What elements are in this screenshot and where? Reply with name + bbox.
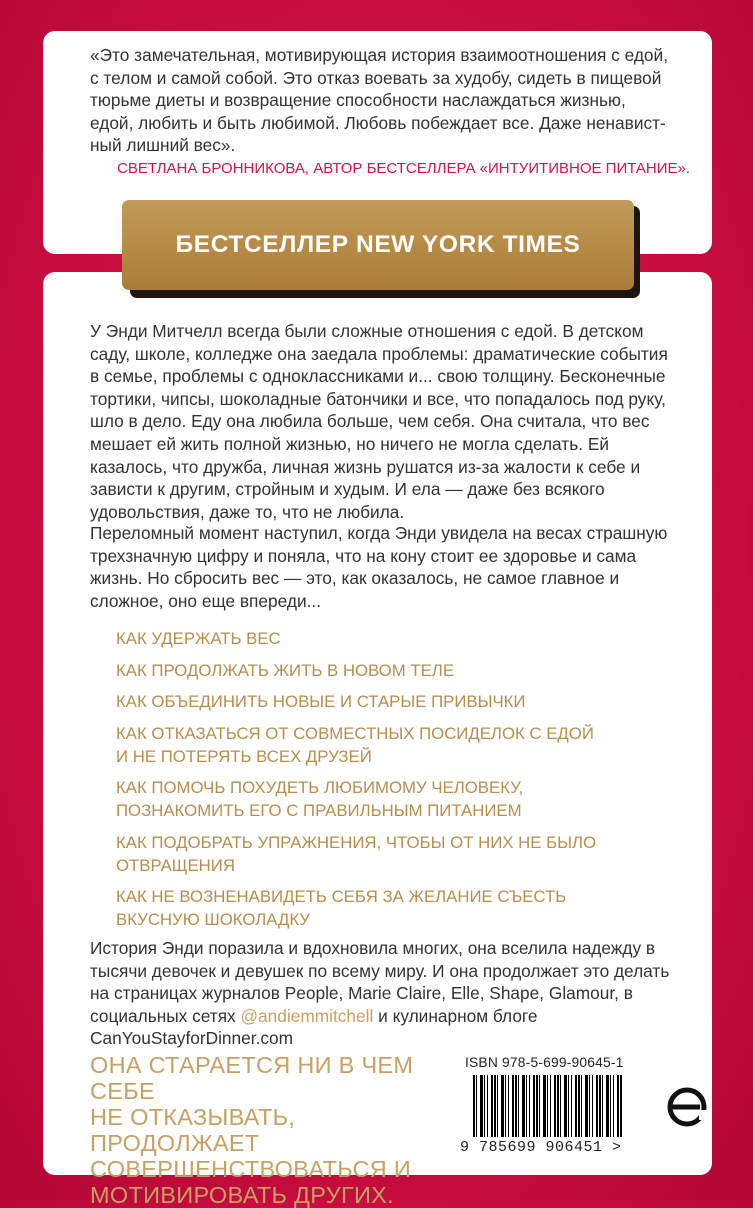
- social-handle-link[interactable]: @andiemmitchell: [240, 1005, 374, 1026]
- topic-item: КАК ПОДОБРАТЬ УПРАЖНЕНИЯ, ЧТОБЫ ОТ НИХ НЕ БЫЛО ОТВРАЩЕНИЯ: [116, 832, 597, 875]
- topic-item: КАК ОБЪЕДИНИТЬ НОВЫЕ И СТАРЫЕ ПРИВЫЧКИ: [116, 692, 526, 711]
- publisher-logo-icon: [666, 1081, 708, 1133]
- quote-author: СВЕТЛАНА БРОННИКОВА, АВТОР БЕСТСЕЛЛЕРА «ИНТУИТИВНОЕ ПИТАНИЕ».: [117, 160, 691, 177]
- barcode: [473, 1075, 623, 1137]
- review-quote: «Это замечательная, мотивирующая история взаимоотношения с едой, с телом и самой собой. Это отказ воевать за худобу, сидеть в пищевой тюрьме диеты и возвращение способности наслаждаться жизнью, едой, любить и быть любимой. Любовь побеждает все. Даже ненавист- ный лишний вес».: [90, 45, 669, 156]
- barcode-digits: 9 785699 906451 >: [460, 1139, 650, 1156]
- bestseller-label: БЕСТСЕЛЛЕР NEW YORK TIMES: [175, 231, 581, 258]
- story-paragraph-3: [90, 937, 690, 1050]
- topic-item: КАК ОТКАЗАТЬСЯ ОТ СОВМЕСТНЫХ ПОСИДЕЛОК С ЕДОЙ И НЕ ПОТЕРЯТЬ ВСЕХ ДРУЗЕЙ: [116, 723, 594, 766]
- bestseller-banner: [122, 200, 634, 290]
- topic-item: КАК ПОМОЧЬ ПОХУДЕТЬ ЛЮБИМОМУ ЧЕЛОВЕКУ, ПОЗНАКОМИТЬ ЕГО С ПРАВИЛЬНЫМ ПИТАНИЕМ: [116, 778, 524, 820]
- story-paragraph-2: Переломный момент наступил, когда Энди увидела на весах страшную трехзначную цифру и поняла, что на кону стоит ее здоровье и сама жизнь. Но сбросить вес — это, как оказалось, не самое главное и сложное, оно еще впереди...: [90, 523, 668, 611]
- paragraph3-text: История Энди поразила и вдохновила многих, она вселила надежду в тысячи девочек и девушек по всему миру. И она продолжает это делать на страницах журналов People, Marie Claire, Elle, Shape, Glamour, в социальных сетях: [90, 938, 670, 1026]
- isbn-label: ISBN 978-5-699-90645-1: [465, 1055, 624, 1070]
- closing-statement: ОНА СТАРАЕТСЯ НИ В ЧЕМ СЕБЕ НЕ ОТКАЗЫВАТЬ, ПРОДОЛЖАЕТ СОВЕРШЕНСТВОВАТЬСЯ И МОТИВИРОВАТЬ ДРУГИХ.: [90, 1052, 414, 1208]
- topic-item: КАК НЕ ВОЗНЕНАВИДЕТЬ СЕБЯ ЗА ЖЕЛАНИЕ СЪЕСТЬ ВКУСНУЮ ШОКОЛАДКУ: [116, 887, 567, 929]
- paragraph3-text-end: и кулинарном блоге CanYouStayforDinner.com: [90, 1005, 538, 1049]
- story-paragraph-1: У Энди Митчелл всегда были сложные отношения с едой. В детском саду, школе, колледже она заедала проблемы: драматические события в семье, проблемы с одноклассниками и... свою толщину. Бесконечные тортики, чипсы, шоколадные батончики и все, что попадалось под руку, шло в дело. Еду она любила больше, чем себя. Она считала, что вес мешает ей жить полной жизнью, но ничего не могла сделать. Ей казалось, что дружба, личная жизнь рушатся из-за жалости к себе и зависти к другим, стройным и худым. И ела — даже без всякого удовольствия, даже то, что не любила.: [90, 321, 668, 522]
- topic-item: КАК УДЕРЖАТЬ ВЕС: [116, 629, 281, 648]
- topic-item: КАК ПРОДОЛЖАТЬ ЖИТЬ В НОВОМ ТЕЛЕ: [116, 660, 455, 680]
- topics-list: [116, 627, 696, 940]
